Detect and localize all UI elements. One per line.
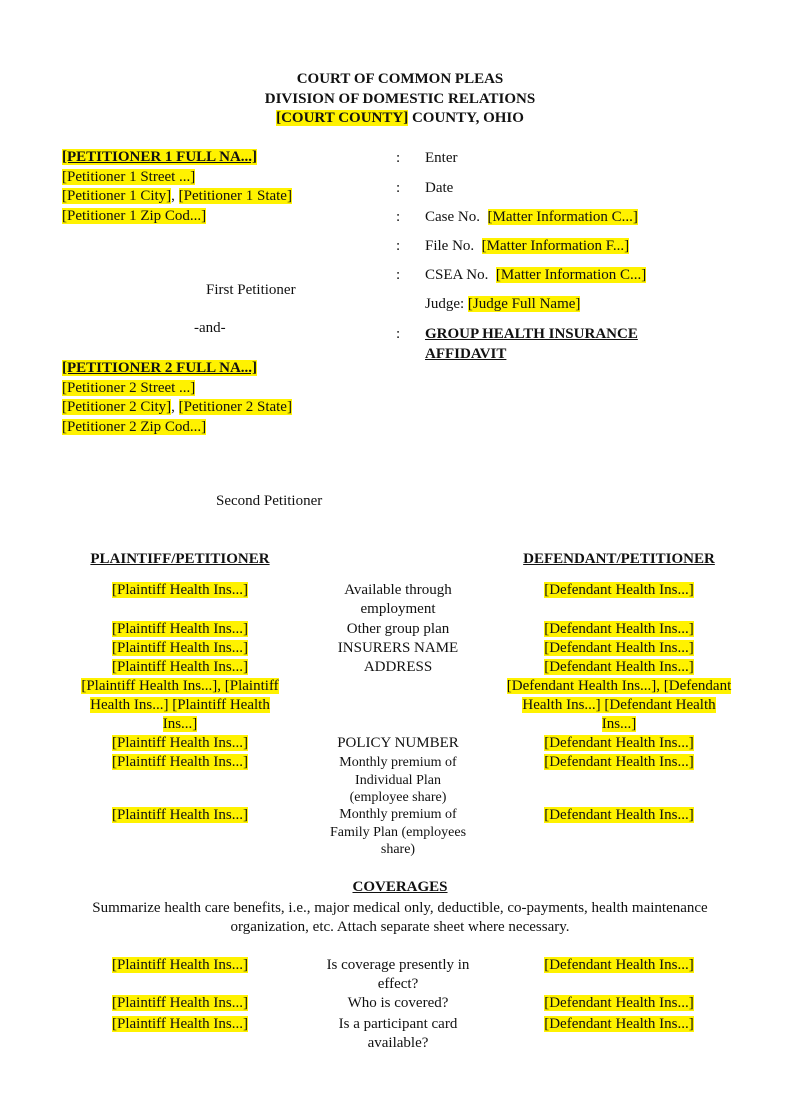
petitioner2-zip-field[interactable]: [Petitioner 2 Zip Cod...] (62, 418, 207, 435)
participant-card-line2: available? (367, 1035, 429, 1051)
plaintiff-coverage-effect-field (60, 956, 300, 975)
defendant-field[interactable]: [Defendant Health Ins...] (544, 582, 694, 598)
judge-field[interactable]: [Judge Full Name] (467, 296, 581, 312)
address-label: ADDRESS (363, 659, 433, 675)
petitioner2-block (62, 359, 292, 437)
plaintiff-field[interactable]: [Plaintiff Health Ins...] (112, 582, 248, 598)
available-line2: employment (360, 601, 436, 617)
plaintiff-policy-field (60, 734, 300, 753)
petitioner1-state-field[interactable]: [Petitioner 1 State] (178, 188, 292, 204)
family-premium-label (318, 806, 478, 859)
defendant-coverage-effect-field (492, 956, 746, 975)
plaintiff-individual-premium-field (60, 753, 300, 772)
family-premium-line2: Family Plan (employees (329, 824, 467, 840)
defendant-field[interactable]: [Defendant Health Ins...], [Defendant (506, 678, 732, 694)
caption-colon: : (396, 180, 401, 196)
plaintiff-field[interactable]: [Plaintiff Health Ins...] (112, 621, 248, 637)
individual-premium-line1: Monthly premium of (339, 755, 457, 770)
petitioner2-name-field[interactable]: [PETITIONER 2 FULL NA...] (62, 360, 258, 376)
family-premium-line1: Monthly premium of (339, 807, 457, 822)
defendant-field[interactable]: [Defendant Health Ins...] (544, 659, 694, 675)
plaintiff-field[interactable]: [Plaintiff Health Ins...] (112, 659, 248, 675)
plaintiff-address-field (60, 658, 300, 677)
plaintiff-other-plan-field (60, 620, 300, 639)
individual-premium-line2: Individual Plan (355, 772, 441, 788)
coverage-effect-line2: effect? (377, 976, 419, 992)
plaintiff-insurer-name-field (60, 639, 300, 658)
policy-number-label: POLICY NUMBER (337, 735, 459, 751)
defendant-field[interactable]: [Defendant Health Ins...] (544, 621, 694, 637)
plaintiff-field[interactable]: [Plaintiff Health Ins...] (112, 1016, 248, 1032)
coverage-effect-question (318, 956, 478, 994)
plaintiff-field[interactable]: [Plaintiff Health Ins...] (112, 995, 248, 1011)
defendant-field[interactable]: Health Ins...] [Defendant Health (522, 697, 716, 713)
case-no-field[interactable]: [Matter Information C...] (487, 209, 638, 225)
defendant-field[interactable]: [Defendant Health Ins...] (544, 754, 694, 770)
defendant-other-plan-field (492, 620, 746, 639)
petitioner1-city-field[interactable]: [Petitioner 1 City] (62, 188, 172, 204)
plaintiff-who-covered-field (60, 994, 300, 1013)
defendant-header: DEFENDANT/PETITIONER (523, 551, 715, 567)
caption-colon: : (396, 238, 401, 254)
caption-colon: : (396, 150, 401, 166)
petitioner1-zip-field[interactable]: [Petitioner 1 Zip Cod...] (62, 207, 207, 224)
judge-label: Judge: (425, 296, 465, 312)
individual-premium-label (318, 754, 478, 807)
court-county-suffix: COUNTY, OHIO (408, 110, 524, 126)
petitioner1-separator: , (171, 188, 179, 204)
first-petitioner-label: First Petitioner (206, 282, 296, 298)
caption-colon: : (396, 326, 401, 342)
court-county-line (0, 109, 800, 129)
defendant-address-field (492, 658, 746, 677)
plaintiff-field[interactable]: [Plaintiff Health Ins...], [Plaintiff (81, 678, 279, 694)
case-no-label: Case No. (425, 209, 480, 225)
document-title-line2: AFFIDAVIT (425, 346, 507, 362)
caption-enter: Enter (425, 150, 458, 166)
defendant-family-premium-field (492, 806, 746, 825)
who-covered-question: Who is covered? (347, 995, 449, 1011)
coverages-instructions-line1: Summarize health care benefits, i.e., major medical only, deductible, co-payments, health maintenance (92, 900, 708, 916)
insurers-name-label: INSURERS NAME (337, 640, 459, 656)
caption-colon: : (396, 209, 401, 225)
file-no-field[interactable]: [Matter Information F...] (481, 238, 630, 254)
coverages-heading: COVERAGES (352, 879, 448, 895)
plaintiff-field[interactable]: [Plaintiff Health Ins...] (112, 640, 248, 656)
court-heading (0, 70, 800, 129)
defendant-available-field (492, 581, 746, 600)
coverage-effect-line1: Is coverage presently in (326, 957, 470, 973)
defendant-field[interactable]: [Defendant Health Ins...] (544, 807, 694, 823)
plaintiff-field[interactable]: [Plaintiff Health Ins...] (112, 754, 248, 770)
other-group-plan-label: Other group plan (346, 621, 450, 637)
plaintiff-header: PLAINTIFF/PETITIONER (90, 551, 270, 567)
plaintiff-available-field (60, 581, 300, 600)
file-no-label: File No. (425, 238, 475, 254)
defendant-field[interactable]: [Defendant Health Ins...] (544, 735, 694, 751)
court-division: DIVISION OF DOMESTIC RELATIONS (264, 90, 536, 107)
participant-card-question (318, 1015, 478, 1053)
plaintiff-field[interactable]: [Plaintiff Health Ins...] (112, 807, 248, 823)
petitioner2-city-field[interactable]: [Petitioner 2 City] (62, 399, 172, 415)
defendant-field[interactable]: Ins...] (601, 716, 637, 732)
caption-date: Date (425, 180, 454, 196)
individual-premium-line3: (employee share) (349, 790, 447, 805)
defendant-individual-premium-field (492, 753, 746, 772)
defendant-insurer-name-field (492, 639, 746, 658)
defendant-field[interactable]: [Defendant Health Ins...] (544, 1016, 694, 1032)
defendant-field[interactable]: [Defendant Health Ins...] (544, 640, 694, 656)
family-premium-line3: share) (380, 842, 416, 857)
plaintiff-field[interactable]: Health Ins...] [Plaintiff Health (90, 697, 270, 713)
plaintiff-field[interactable]: [Plaintiff Health Ins...] (112, 735, 248, 751)
court-name: COURT OF COMMON PLEAS (296, 71, 504, 87)
document-title-line1: GROUP HEALTH INSURANCE (425, 326, 638, 342)
available-line1: Available through (344, 582, 452, 598)
petitioner1-street-field[interactable]: [Petitioner 1 Street ...] (62, 168, 196, 185)
caption-colon: : (396, 267, 401, 283)
defendant-policy-field (492, 734, 746, 753)
csea-no-label: CSEA No. (425, 267, 489, 283)
defendant-field[interactable]: [Defendant Health Ins...] (544, 957, 694, 973)
and-label: -and- (194, 320, 226, 336)
petitioner2-state-field[interactable]: [Petitioner 2 State] (178, 399, 292, 415)
coverages-instructions (0, 899, 800, 937)
petitioner1-block (62, 148, 292, 226)
plaintiff-participant-card-field (60, 1015, 300, 1034)
coverages-instructions-line2: organization, etc. Attach separate sheet where necessary. (230, 919, 570, 935)
available-through-label (318, 581, 478, 619)
petitioner2-separator: , (171, 399, 179, 415)
defendant-address-multi (492, 677, 746, 734)
plaintiff-field[interactable]: Ins...] (162, 716, 198, 732)
plaintiff-address-multi (60, 677, 300, 734)
petitioner1-name-field[interactable]: [PETITIONER 1 FULL NA...] (62, 149, 258, 165)
second-petitioner-label: Second Petitioner (216, 493, 323, 509)
insurer-labels (318, 620, 478, 677)
plaintiff-family-premium-field (60, 806, 300, 825)
court-county-field[interactable]: [COURT COUNTY] (276, 110, 409, 126)
participant-card-line1: Is a participant card (338, 1016, 458, 1032)
defendant-who-covered-field (492, 994, 746, 1013)
plaintiff-field[interactable]: [Plaintiff Health Ins...] (112, 957, 248, 973)
defendant-field[interactable]: [Defendant Health Ins...] (544, 995, 694, 1011)
csea-no-field[interactable]: [Matter Information C...] (495, 267, 647, 283)
petitioner2-street-field[interactable]: [Petitioner 2 Street ...] (62, 379, 196, 396)
defendant-participant-card-field (492, 1015, 746, 1034)
